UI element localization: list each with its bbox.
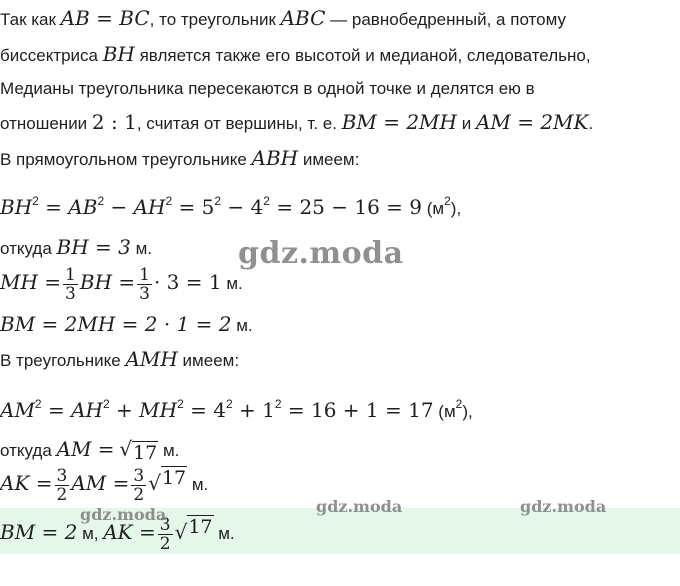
fraction-three-halves-3: $\frac{3}{2}$ bbox=[159, 515, 171, 555]
sqrt-17-2: √ 17 bbox=[148, 467, 187, 495]
text-line-bh-result: откуда BH = 3 м. bbox=[0, 235, 153, 259]
text-line-am-result: откуда AM = √ 17 м. bbox=[0, 437, 180, 464]
formula-bh-squared: $BH^2 = AB^2 - AH^2 = 5^2 - 4^2 = 25 - 16 = 9$ $(м^2)$, bbox=[0, 194, 462, 219]
fraction-one-third: $\frac{1}{3}$ bbox=[65, 265, 76, 305]
text-line-4: отношении 2 : 1, считая от вершины, т. е. BM = 2MH и AM = 2MK. bbox=[0, 110, 594, 134]
fraction-three-halves-2: $\frac{3}{2}$ bbox=[133, 466, 145, 506]
text-line-1: Так как AB = BC, то треугольник ABC — равнобедренный, а потому bbox=[0, 6, 566, 30]
watermark-logo-small-3: gdz.moda bbox=[520, 497, 607, 516]
watermark-logo-small-1: gdz.moda bbox=[80, 505, 167, 524]
watermark-logo-small-2: gdz.moda bbox=[316, 497, 403, 516]
fraction-one-third-2: $\frac{1}{3}$ bbox=[139, 265, 150, 305]
final-answer: BM = 2 м, AK = $\frac{3}{2}$ √ 17 м. bbox=[0, 512, 235, 554]
sqrt-17-3: √ 17 bbox=[174, 516, 213, 544]
text-line-5: В прямоугольном треугольнике ABH имеем: bbox=[0, 146, 360, 170]
text-line-amh: В треугольнике AMH имеем: bbox=[0, 347, 240, 371]
sqrt-17: √ 17 bbox=[119, 437, 158, 464]
text-line-3: Медианы треугольника пересекаются в одной точке и делятся ею в bbox=[0, 79, 535, 98]
formula-am-squared: $AM^2 = AH^2 + MH^2 = 4^2 + 1^2 = 16 + 1 = 17$ $(м^2)$, bbox=[0, 397, 473, 422]
watermark-logo-large: gdz.moda bbox=[238, 236, 404, 271]
text-line-2: биссектриса BH является также его высотой и медианой, следовательно, bbox=[0, 42, 591, 66]
formula-bm: BM = 2MH = 2 · 1 = 2 м. bbox=[0, 312, 253, 336]
fraction-three-halves: $\frac{3}{2}$ bbox=[56, 466, 68, 506]
formula-mh: MH = $\frac{1}{3}$ BH = $\frac{1}{3}$ · 3 = 1 м. bbox=[0, 265, 243, 305]
formula-ak: AK = $\frac{3}{2}$ AM = $\frac{3}{2}$ √ 17 м. bbox=[0, 463, 208, 505]
